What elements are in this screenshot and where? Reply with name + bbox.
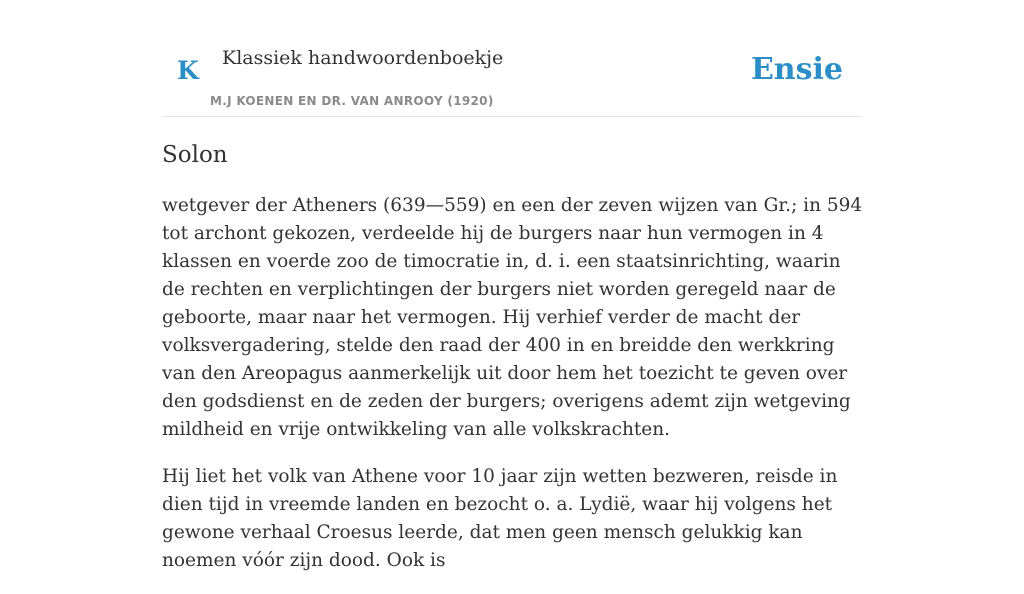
book-logo-icon[interactable]: K	[177, 56, 199, 85]
entry-definition	[162, 192, 867, 594]
book-header	[162, 0, 862, 117]
book-author: M.J KOENEN EN DR. VAN ANROOY (1920)	[210, 94, 494, 108]
definition-paragraph: wetgever der Atheners (639—559) en een der zeven wijzen van Gr.; in 594 tot archont gekozen, verdeelde hij de burgers naar hun vermogen in 4 klassen en voerde zoo de timocratie in, d. i. een staatsinrichting, waarin de rechten en verplichtingen der burgers niet worden geregeld naar de geboorte, maar naar het vermogen. Hij verhief verder de macht der volksvergadering, stelde den raad der 400 in en breidde den werkkring van den Areopagus aanmerkelijk uit door hem het toezicht te geven over den godsdienst en de zeden der burgers; overigens ademt zijn wetgeving mildheid en vrije ontwikkeling van alle volkskrachten.	[162, 195, 863, 440]
definition-paragraph: Hij liet het volk van Athene voor 10 jaar zijn wetten bezweren, reisde in dien tijd in vreemde landen en bezocht o. a. Lydië, waar hij volgens het gewone verhaal Croesus leerde, dat men geen mensch gelukkig kan noemen vóór zijn dood. Ook is	[162, 466, 838, 571]
ensie-brand-logo[interactable]: Ensie	[750, 52, 843, 87]
book-title-link[interactable]: Klassiek handwoordenboekje	[222, 47, 504, 69]
entry-term: Solon	[162, 142, 228, 168]
